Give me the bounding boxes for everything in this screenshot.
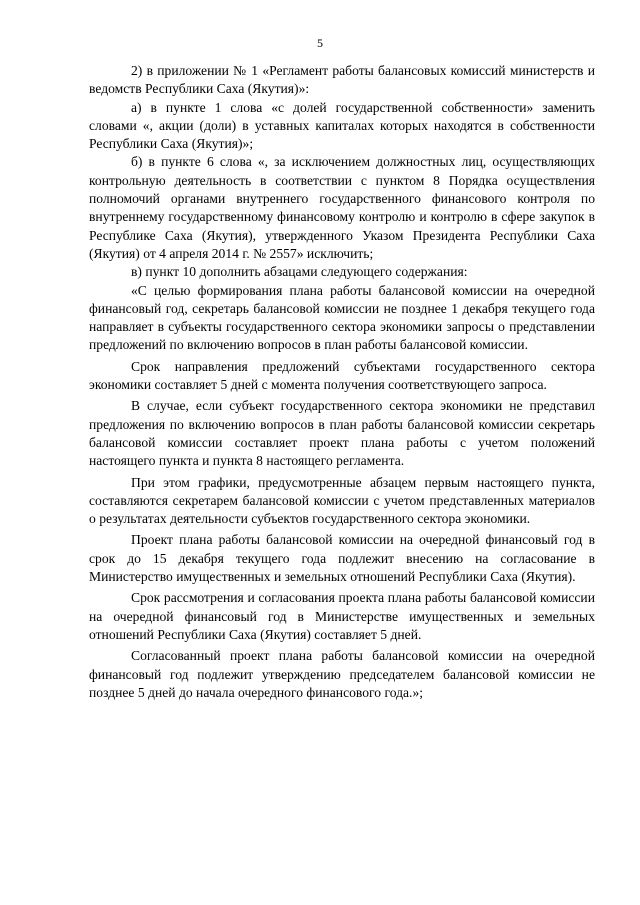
paragraph-quote-1: «С целью формирования плана работы балансовой комиссии на очередной финансовый год, секретарь балансовой комиссии не позднее 1 декабря текущего года направляет в субъекты государственного сектора экономики запросы о представлении предложений по включению вопросов в план работы балансовой комиссии. [89, 282, 595, 353]
paragraph-quote-4: При этом графики, предусмотренные абзацем первым настоящего пункта, составляются секретарем балансовой комиссии с учетом представленных материалов о результатах деятельности субъектов государственного сектора экономики. [89, 474, 595, 527]
paragraph-subitem-b: б) в пункте 6 слова «, за исключением должностных лиц, осуществляющих контрольную деятельность в соответствии с пунктом 8 Порядка осуществления полномочий органами внутреннего государственного финансового контроля по внутреннему государственному финансовому контролю и контролю в сфере закупок в Республике Саха (Якутия), утвержденного Указом Президента Республики Саха (Якутия) от 4 апреля 2014 г. № 2557» исключить; [89, 154, 595, 261]
page-number: 5 [317, 36, 323, 50]
paragraph-quote-5: Проект плана работы балансовой комиссии на очередной финансовый год в срок до 15 декабря текущего года подлежит внесению на согласование в Министерство имущественных и земельных отношений Республики Саха (Якутия). [89, 532, 595, 585]
paragraph-item-2: 2) в приложении № 1 «Регламент работы балансовых комиссий министерств и ведомств Республики Саха (Якутия)»: [89, 63, 595, 97]
paragraph-subitem-a: а) в пункте 1 слова «с долей государственной собственности» заменить словами «, акции (доли) в уставных капиталах которых находятся в собственности Республики Саха (Якутия)»; [89, 99, 595, 152]
paragraph-quote-7: Согласованный проект плана работы балансовой комиссии на очередной финансовый год подлежит утверждению председателем балансовой комиссии не позднее 5 дней до начала очередного финансового года.»; [89, 648, 595, 700]
paragraph-subitem-v: в) пункт 10 дополнить абзацами следующего содержания: [131, 264, 468, 280]
document-body [89, 62, 595, 702]
paragraph-quote-6: Срок рассмотрения и согласования проекта плана работы балансовой комиссии на очередной финансовый год в Министерстве имущественных и земельных отношений Республики Саха (Якутия) составляет 5 дней. [89, 590, 595, 642]
paragraph-quote-2: Срок направления предложений субъектами государственного сектора экономики составляет 5 дней с момента получения соответствующего запроса. [89, 358, 595, 393]
paragraph-quote-3: В случае, если субъект государственного сектора экономики не представил предложения по включению вопросов в план работы балансовой комиссии секретарь балансовой комиссии составляет проект плана работы с учетом положений настоящего пункта и пункта 8 настоящего регламента. [89, 398, 595, 469]
